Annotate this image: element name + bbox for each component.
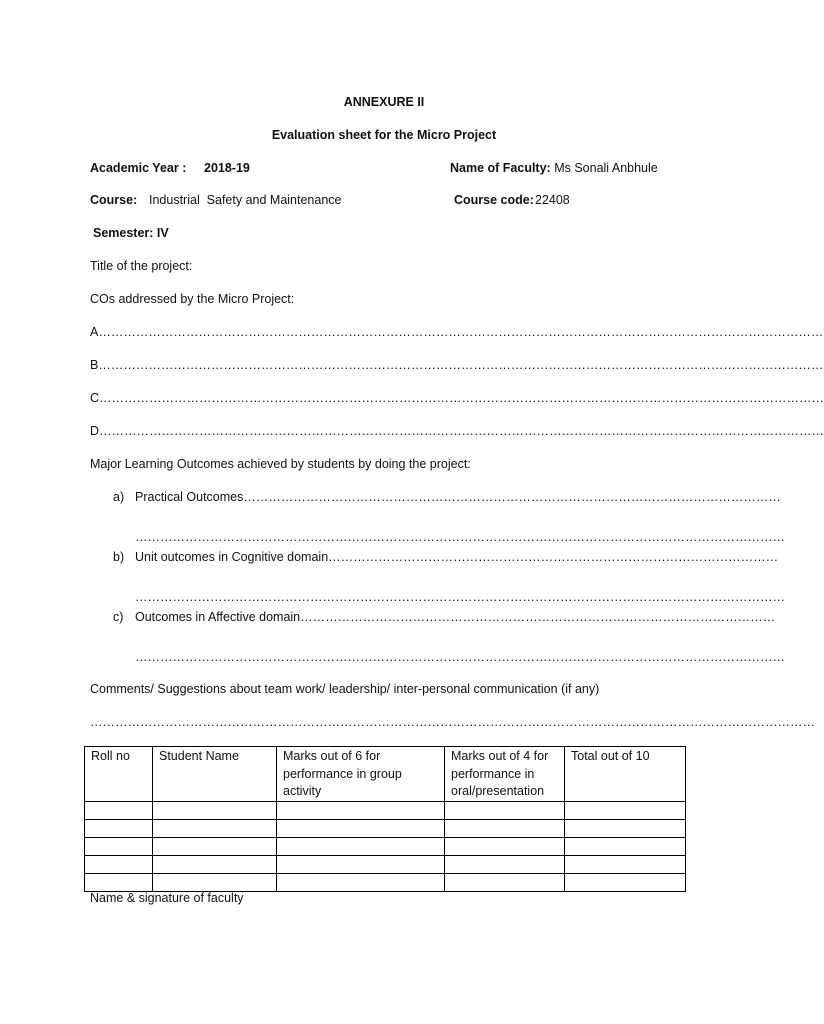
outcome-marker-b: b) bbox=[113, 550, 125, 564]
table-cell[interactable] bbox=[565, 819, 686, 837]
academic-year-label: Academic Year : bbox=[90, 161, 187, 175]
outcome-affective-continuation: ………………………………………………………………………………………………………………………………………… bbox=[135, 650, 785, 664]
outcome-cognitive: Unit outcomes in Cognitive domain……………………………………………………………………………………………… bbox=[135, 550, 779, 564]
project-title-label: Title of the project: bbox=[90, 259, 193, 273]
outcome-affective: Outcomes in Affective domain…………………………………………………………………………………………………… bbox=[135, 610, 776, 624]
table-row bbox=[85, 873, 686, 891]
faculty-value: Ms Sonali Anbhule bbox=[554, 161, 658, 175]
table-cell[interactable] bbox=[277, 801, 445, 819]
outcome-marker-c: c) bbox=[113, 610, 124, 624]
semester: Semester: IV bbox=[93, 226, 169, 240]
table-cell[interactable] bbox=[153, 819, 277, 837]
outcome-marker-a: a) bbox=[113, 490, 125, 504]
outcome-practical-continuation: ………………………………………………………………………………………………………………………………………… bbox=[135, 530, 785, 544]
table-header-row bbox=[85, 747, 686, 802]
co-line-c: C………………………………………………………………………………………………………………………………………………………… bbox=[90, 391, 824, 405]
evaluation-table bbox=[84, 746, 686, 892]
column-header-presentation-marks: Marks out of 4 for performance in oral/presentation bbox=[445, 747, 565, 802]
course-label: Course: bbox=[90, 193, 138, 207]
table-cell[interactable] bbox=[445, 837, 565, 855]
table-cell[interactable] bbox=[565, 873, 686, 891]
table-cell[interactable] bbox=[277, 837, 445, 855]
co-line-a: A………………………………………………………………………………………………………………………………………………………… bbox=[90, 325, 824, 339]
table-row bbox=[85, 855, 686, 873]
comments-label: Comments/ Suggestions about team work/ leadership/ inter-personal communication (if any) bbox=[90, 682, 600, 696]
table-cell[interactable] bbox=[445, 819, 565, 837]
comments-line: ………………………………………………………………………………………………………………………………………………………… bbox=[90, 715, 815, 729]
co-line-b: B………………………………………………………………………………………………………………………………………………………… bbox=[90, 358, 824, 372]
major-outcomes-label: Major Learning Outcomes achieved by students by doing the project: bbox=[90, 457, 471, 471]
column-header-total: Total out of 10 bbox=[565, 747, 686, 802]
outcome-cognitive-continuation: ………………………………………………………………………………………………………………………………………… bbox=[135, 590, 785, 604]
table-cell[interactable] bbox=[153, 873, 277, 891]
table-cell[interactable] bbox=[85, 855, 153, 873]
faculty-field bbox=[450, 161, 658, 176]
table-cell[interactable] bbox=[445, 873, 565, 891]
course-value: Industrial Safety and Maintenance bbox=[149, 193, 342, 207]
table-cell[interactable] bbox=[565, 837, 686, 855]
annexure-heading: ANNEXURE II bbox=[343, 95, 425, 109]
table-cell[interactable] bbox=[85, 819, 153, 837]
faculty-label: Name of Faculty: bbox=[450, 161, 551, 175]
column-header-group-activity-marks: Marks out of 6 for performance in group activity bbox=[277, 747, 445, 802]
column-header-roll-no: Roll no bbox=[85, 747, 153, 802]
table-cell[interactable] bbox=[153, 801, 277, 819]
academic-year-value: 2018-19 bbox=[204, 161, 250, 175]
table-cell[interactable] bbox=[277, 873, 445, 891]
course-code-value: 22408 bbox=[535, 193, 570, 207]
table-cell[interactable] bbox=[277, 855, 445, 873]
table-cell[interactable] bbox=[153, 855, 277, 873]
course-code-label: Course code: bbox=[454, 193, 534, 207]
cos-label: COs addressed by the Micro Project: bbox=[90, 292, 295, 306]
column-header-student-name: Student Name bbox=[153, 747, 277, 802]
table-cell[interactable] bbox=[85, 837, 153, 855]
table-row bbox=[85, 837, 686, 855]
table-cell[interactable] bbox=[565, 855, 686, 873]
table-row bbox=[85, 801, 686, 819]
table-cell[interactable] bbox=[85, 873, 153, 891]
table-cell[interactable] bbox=[445, 855, 565, 873]
table-cell[interactable] bbox=[153, 837, 277, 855]
table-cell[interactable] bbox=[277, 819, 445, 837]
outcome-practical: Practical Outcomes………………………………………………………………………………………………………………… bbox=[135, 490, 781, 504]
table-cell[interactable] bbox=[85, 801, 153, 819]
table-row bbox=[85, 819, 686, 837]
co-line-d: D………………………………………………………………………………………………………………………………………………………… bbox=[90, 424, 824, 438]
table-cell[interactable] bbox=[565, 801, 686, 819]
sheet-title: Evaluation sheet for the Micro Project bbox=[271, 128, 497, 142]
signature-label: Name & signature of faculty bbox=[90, 891, 244, 905]
table-cell[interactable] bbox=[445, 801, 565, 819]
